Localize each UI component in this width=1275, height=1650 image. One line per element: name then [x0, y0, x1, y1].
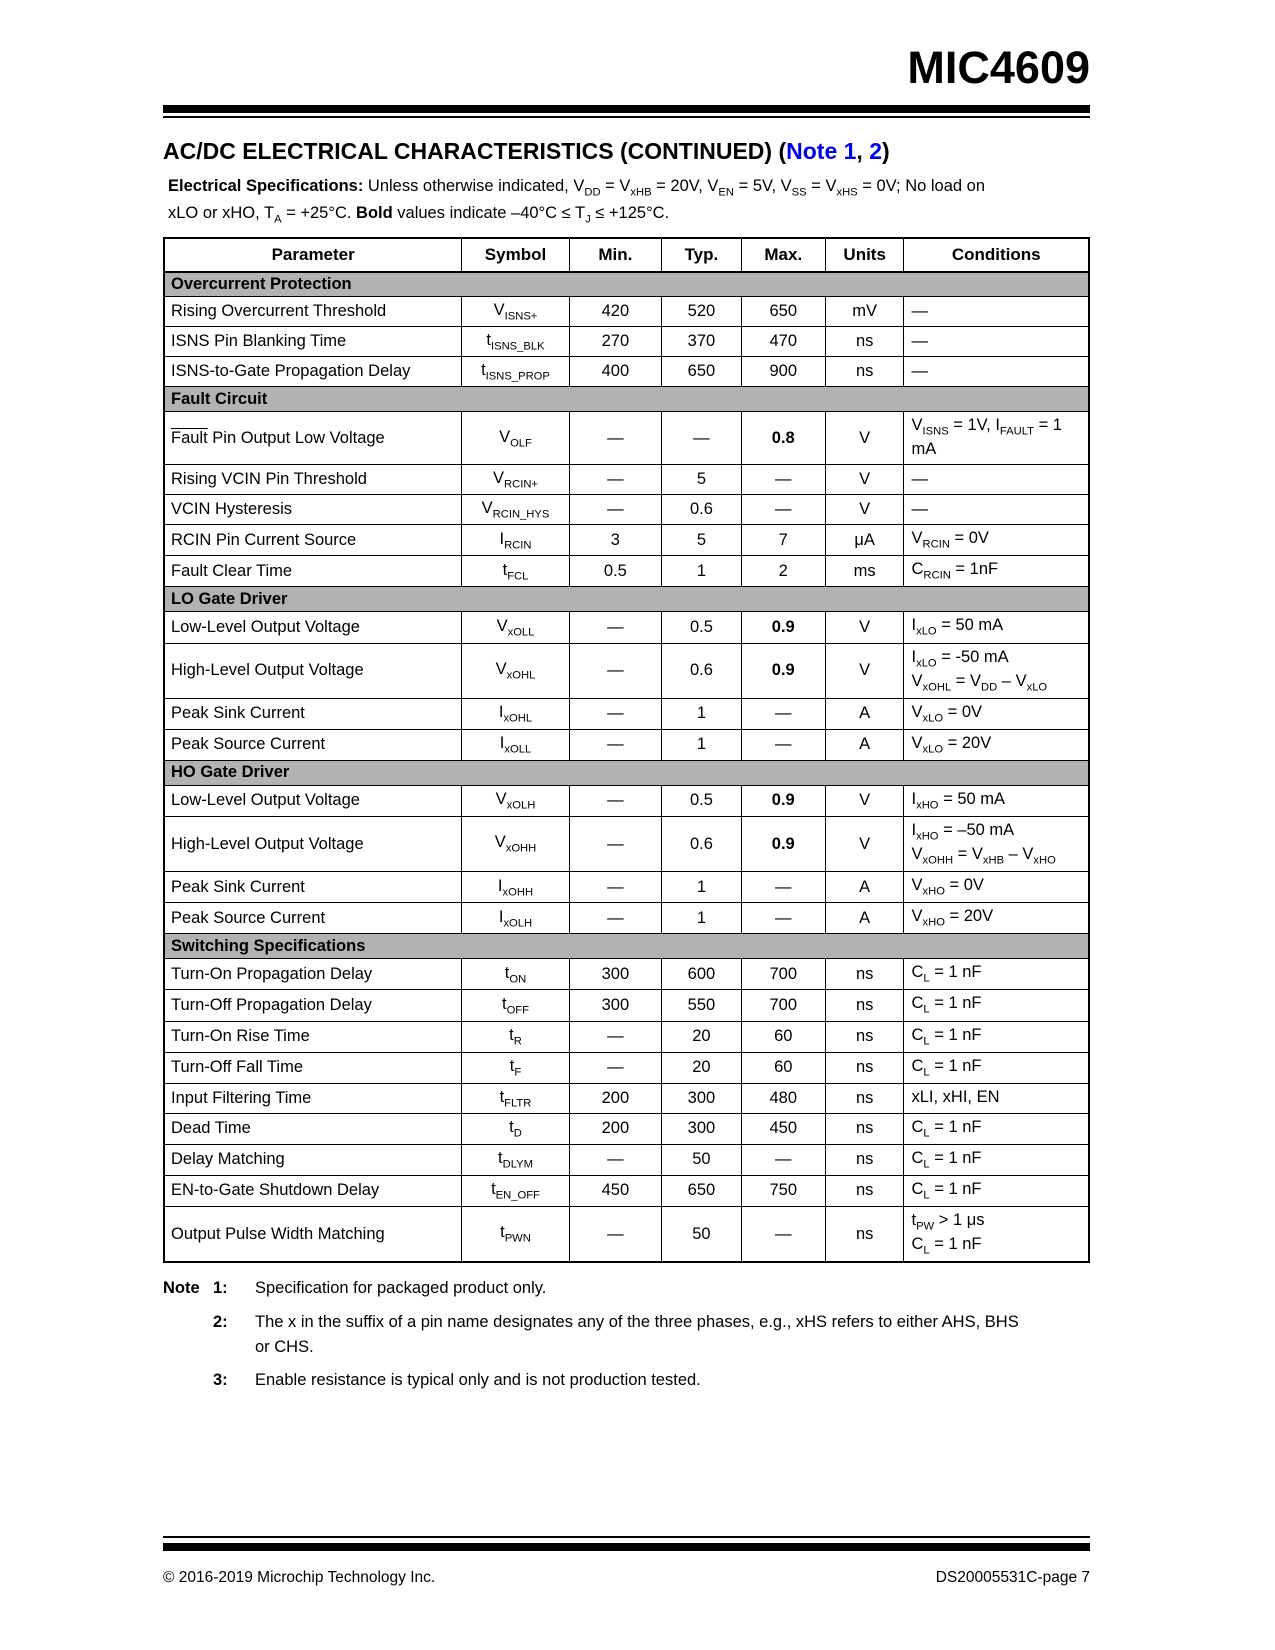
parameter-cell: VCIN Hysteresis [164, 495, 462, 525]
min-cell: — [569, 495, 662, 525]
notes-section [163, 1276, 1090, 1393]
parameter-cell: High-Level Output Voltage [164, 816, 462, 871]
footer-rule-thick [163, 1543, 1090, 1551]
symbol-cell: $I_{xOHH}$ [462, 872, 569, 903]
electrical-characteristics-table [163, 237, 1090, 1263]
table-row [164, 1144, 1089, 1175]
conditions-cell: $C_L = 1$ nF [904, 1175, 1089, 1206]
typ-cell: 0.5 [662, 785, 742, 816]
parameter-cell: Input Filtering Time [164, 1083, 462, 1113]
column-header-symbol: Symbol [462, 238, 569, 272]
min-cell: — [569, 698, 662, 729]
table-row [164, 1175, 1089, 1206]
note-link-separator: , [856, 138, 870, 164]
conditions-cell: $I_{xHO} = -50$ mA $V_{xOHH} = V_{xHB} - V_{xHO}$ [904, 816, 1089, 871]
table-row [164, 643, 1089, 698]
typ-cell: 5 [662, 465, 742, 495]
section-heading-text: AC/DC ELECTRICAL CHARACTERISTICS (CONTINUED) ( [163, 138, 787, 164]
parameter-cell: Turn-Off Fall Time [164, 1052, 462, 1083]
parameter-cell: Fault Clear Time [164, 556, 462, 587]
typ-cell: 50 [662, 1144, 742, 1175]
parameter-cell: Low-Level Output Voltage [164, 785, 462, 816]
conditions-cell: — [904, 465, 1089, 495]
symbol-cell: $V_{RCIN+}$ [462, 465, 569, 495]
max-cell: 900 [741, 357, 825, 387]
table-row [164, 1083, 1089, 1113]
typ-cell: 0.6 [662, 643, 742, 698]
min-cell: — [569, 903, 662, 934]
units-cell: mV [825, 297, 904, 327]
note-1-link[interactable]: Note 1 [786, 138, 857, 164]
parameter-cell: Peak Sink Current [164, 872, 462, 903]
units-cell: ns [825, 1175, 904, 1206]
symbol-cell: $t_{ON}$ [462, 959, 569, 990]
note-item [163, 1276, 1090, 1301]
table-body [164, 272, 1089, 1262]
conditions-cell: $C_L = 1$ nF [904, 959, 1089, 990]
units-cell: ns [825, 1021, 904, 1052]
min-cell: — [569, 412, 662, 465]
conditions-cell: $V_{ISNS} = 1V$, $I_{FAULT} = 1$ mA [904, 412, 1089, 465]
max-cell: 0.8 [741, 412, 825, 465]
units-cell: V [825, 643, 904, 698]
section-heading-close-paren: ) [882, 138, 890, 164]
symbol-cell: $V_{RCIN\_HYS}$ [462, 495, 569, 525]
intro-line-1: Electrical Specifications: Unless otherwise indicated, $V_{DD} = V_{xHB} = 20V$, $V_{EN} = 5V$, $V_{SS} = V_{xHS} = 0V$; No load on [168, 177, 986, 199]
note-text: Specification for packaged product only. [255, 1279, 547, 1298]
parameter-cell: Peak Source Current [164, 729, 462, 760]
conditions-cell: $C_L = 1$ nF [904, 1113, 1089, 1144]
note-2-link[interactable]: 2 [869, 138, 882, 164]
note-number: 3: [213, 1371, 228, 1390]
parameter-cell: Rising VCIN Pin Threshold [164, 465, 462, 495]
typ-cell: 5 [662, 525, 742, 556]
copyright-text: © 2016-2019 Microchip Technology Inc. [163, 1569, 436, 1586]
max-cell: — [741, 729, 825, 760]
conditions-cell: — [904, 495, 1089, 525]
units-cell: V [825, 612, 904, 643]
symbol-cell: $I_{xOLL}$ [462, 729, 569, 760]
units-cell: V [825, 495, 904, 525]
symbol-cell: $t_{OFF}$ [462, 990, 569, 1021]
max-cell: 480 [741, 1083, 825, 1113]
header-rule-thick [163, 105, 1090, 113]
column-header-parameter: Parameter [164, 238, 462, 272]
table-row [164, 525, 1089, 556]
symbol-cell: $t_{PWN}$ [462, 1207, 569, 1263]
table-row [164, 959, 1089, 990]
typ-cell: 300 [662, 1113, 742, 1144]
table-row [164, 357, 1089, 387]
note-text: The x in the suffix of a pin name designates any of the three phases, e.g., xHS refers to either AHS, BHS or CHS. [255, 1312, 1019, 1356]
max-cell: 470 [741, 327, 825, 357]
page-footer [163, 1536, 1090, 1587]
symbol-cell: $V_{xOLL}$ [462, 612, 569, 643]
units-cell: ns [825, 327, 904, 357]
parameter-cell: Turn-On Propagation Delay [164, 959, 462, 990]
units-cell: ns [825, 1113, 904, 1144]
symbol-cell: $I_{xOHL}$ [462, 698, 569, 729]
units-cell: ns [825, 1207, 904, 1263]
units-cell: ns [825, 357, 904, 387]
max-cell: 0.9 [741, 816, 825, 871]
min-cell: 400 [569, 357, 662, 387]
parameter-cell: High-Level Output Voltage [164, 643, 462, 698]
units-cell: ns [825, 1144, 904, 1175]
table-section-header [164, 934, 1089, 959]
column-header-units: Units [825, 238, 904, 272]
parameter-cell: Turn-On Rise Time [164, 1021, 462, 1052]
parameter-cell: Peak Source Current [164, 903, 462, 934]
typ-cell: 1 [662, 556, 742, 587]
conditions-cell: $V_{xHO} = 20V$ [904, 903, 1089, 934]
symbol-cell: $I_{xOLH}$ [462, 903, 569, 934]
parameter-cell: Fault Pin Output Low Voltage [164, 412, 462, 465]
conditions-cell: $V_{xLO} = 20V$ [904, 729, 1089, 760]
typ-cell: 0.5 [662, 612, 742, 643]
symbol-cell: $t_R$ [462, 1021, 569, 1052]
symbol-cell: $V_{ISNS+}$ [462, 297, 569, 327]
note-number: 2: [213, 1312, 228, 1331]
symbol-cell: $t_D$ [462, 1113, 569, 1144]
parameter-cell: EN-to-Gate Shutdown Delay [164, 1175, 462, 1206]
conditions-cell: $C_L = 1$ nF [904, 1144, 1089, 1175]
parameter-cell: RCIN Pin Current Source [164, 525, 462, 556]
conditions-cell: $V_{xHO} = 0V$ [904, 872, 1089, 903]
min-cell: 300 [569, 990, 662, 1021]
note-label: Note [163, 1279, 200, 1298]
conditions-cell: $I_{xLO} = 50$ mA [904, 612, 1089, 643]
conditions-cell: $I_{xLO} = -50$ mA $V_{xOHL} = V_{DD} - V_{xLO}$ [904, 643, 1089, 698]
units-cell: ms [825, 556, 904, 587]
min-cell: — [569, 1207, 662, 1263]
typ-cell: 370 [662, 327, 742, 357]
parameter-cell: Delay Matching [164, 1144, 462, 1175]
typ-cell: 650 [662, 357, 742, 387]
page-number: DS20005531C-page 7 [935, 1569, 1090, 1586]
column-header-typ: Typ. [662, 238, 742, 272]
table-row [164, 612, 1089, 643]
units-cell: μA [825, 525, 904, 556]
symbol-cell: $t_{ISNS\_PROP}$ [462, 357, 569, 387]
symbol-cell: $t_F$ [462, 1052, 569, 1083]
electrical-specs-intro [168, 175, 1090, 227]
max-cell: — [741, 1207, 825, 1263]
symbol-cell: $t_{ISNS\_BLK}$ [462, 327, 569, 357]
typ-cell: 600 [662, 959, 742, 990]
symbol-cell: $t_{FLTR}$ [462, 1083, 569, 1113]
typ-cell: 20 [662, 1021, 742, 1052]
column-header-min: Min. [569, 238, 662, 272]
parameter-cell: ISNS Pin Blanking Time [164, 327, 462, 357]
max-cell: — [741, 1144, 825, 1175]
typ-cell: 1 [662, 903, 742, 934]
note-text: Enable resistance is typical only and is not production tested. [255, 1371, 701, 1390]
conditions-cell: $I_{xHO} = 50$ mA [904, 785, 1089, 816]
section-title: Fault Circuit [164, 387, 1089, 412]
typ-cell: 550 [662, 990, 742, 1021]
note-item [163, 1368, 1090, 1393]
symbol-cell: $V_{xOHL}$ [462, 643, 569, 698]
section-title: Overcurrent Protection [164, 272, 1089, 297]
units-cell: ns [825, 1052, 904, 1083]
table-row [164, 816, 1089, 871]
note-label [163, 1368, 213, 1393]
max-cell: — [741, 872, 825, 903]
max-cell: 750 [741, 1175, 825, 1206]
max-cell: 700 [741, 959, 825, 990]
min-cell: 200 [569, 1083, 662, 1113]
typ-cell: — [662, 412, 742, 465]
min-cell: 420 [569, 297, 662, 327]
header-rule-thin [163, 116, 1090, 118]
column-header-conditions: Conditions [904, 238, 1089, 272]
table-row [164, 465, 1089, 495]
typ-cell: 50 [662, 1207, 742, 1263]
symbol-cell: $V_{OLF}$ [462, 412, 569, 465]
conditions-cell: — [904, 297, 1089, 327]
symbol-cell: $V_{xOLH}$ [462, 785, 569, 816]
page-title: MIC4609 [907, 42, 1090, 93]
max-cell: 0.9 [741, 612, 825, 643]
table-section-header [164, 587, 1089, 612]
note-item [163, 1310, 1090, 1360]
max-cell: 650 [741, 297, 825, 327]
min-cell: — [569, 643, 662, 698]
typ-cell: 1 [662, 872, 742, 903]
units-cell: V [825, 785, 904, 816]
units-cell: ns [825, 990, 904, 1021]
max-cell: — [741, 465, 825, 495]
min-cell: 3 [569, 525, 662, 556]
note-label [163, 1310, 213, 1360]
min-cell: — [569, 729, 662, 760]
units-cell: V [825, 412, 904, 465]
min-cell: — [569, 465, 662, 495]
max-cell: — [741, 903, 825, 934]
table-row [164, 412, 1089, 465]
symbol-cell: $V_{xOHH}$ [462, 816, 569, 871]
typ-cell: 0.6 [662, 816, 742, 871]
conditions-cell: $t_{PW} > 1$ μs $C_L = 1$ nF [904, 1207, 1089, 1263]
conditions-cell: $C_{RCIN} = 1nF$ [904, 556, 1089, 587]
typ-cell: 300 [662, 1083, 742, 1113]
min-cell: — [569, 612, 662, 643]
table-row [164, 556, 1089, 587]
table-row [164, 872, 1089, 903]
min-cell: — [569, 816, 662, 871]
conditions-cell: xLI, xHI, EN [904, 1083, 1089, 1113]
max-cell: 2 [741, 556, 825, 587]
conditions-cell: $V_{RCIN} = 0V$ [904, 525, 1089, 556]
table-header-row [164, 238, 1089, 272]
table-row [164, 327, 1089, 357]
symbol-cell: $t_{EN\_OFF}$ [462, 1175, 569, 1206]
table-row [164, 297, 1089, 327]
parameter-cell: Peak Sink Current [164, 698, 462, 729]
typ-cell: 1 [662, 729, 742, 760]
max-cell: 0.9 [741, 785, 825, 816]
min-cell: 450 [569, 1175, 662, 1206]
symbol-cell: $t_{FCL}$ [462, 556, 569, 587]
units-cell: A [825, 903, 904, 934]
table-row [164, 785, 1089, 816]
section-heading [163, 138, 1090, 164]
parameter-cell: Output Pulse Width Matching [164, 1207, 462, 1263]
table-row [164, 1052, 1089, 1083]
header-divider [163, 105, 1090, 118]
units-cell: V [825, 465, 904, 495]
table-section-header [164, 387, 1089, 412]
typ-cell: 650 [662, 1175, 742, 1206]
table-row [164, 495, 1089, 525]
max-cell: — [741, 698, 825, 729]
max-cell: 60 [741, 1021, 825, 1052]
table-row [164, 990, 1089, 1021]
intro-line-2: xLO or xHO, $T_A = +25^\circ C$. Bold values indicate $-40^\circ C \le T_J \le +125^\circ C$. [168, 203, 670, 225]
parameter-cell: Rising Overcurrent Threshold [164, 297, 462, 327]
min-cell: — [569, 1052, 662, 1083]
conditions-cell: $V_{xLO} = 0V$ [904, 698, 1089, 729]
conditions-cell: $C_L = 1$ nF [904, 1021, 1089, 1052]
table-row [164, 698, 1089, 729]
min-cell: 270 [569, 327, 662, 357]
typ-cell: 0.6 [662, 495, 742, 525]
symbol-cell: $t_{DLYM}$ [462, 1144, 569, 1175]
table-row [164, 729, 1089, 760]
conditions-cell: $C_L = 1$ nF [904, 1052, 1089, 1083]
min-cell: — [569, 1144, 662, 1175]
min-cell: 300 [569, 959, 662, 990]
table-row [164, 1021, 1089, 1052]
min-cell: 200 [569, 1113, 662, 1144]
units-cell: V [825, 816, 904, 871]
parameter-cell: ISNS-to-Gate Propagation Delay [164, 357, 462, 387]
conditions-cell: — [904, 357, 1089, 387]
min-cell: 0.5 [569, 556, 662, 587]
max-cell: 0.9 [741, 643, 825, 698]
table-section-header [164, 272, 1089, 297]
typ-cell: 1 [662, 698, 742, 729]
section-title: LO Gate Driver [164, 587, 1089, 612]
max-cell: 450 [741, 1113, 825, 1144]
parameter-cell: Dead Time [164, 1113, 462, 1144]
units-cell: A [825, 698, 904, 729]
units-cell: ns [825, 1083, 904, 1113]
parameter-cell: Low-Level Output Voltage [164, 612, 462, 643]
max-cell: 60 [741, 1052, 825, 1083]
max-cell: 700 [741, 990, 825, 1021]
max-cell: — [741, 495, 825, 525]
min-cell: — [569, 872, 662, 903]
typ-cell: 20 [662, 1052, 742, 1083]
conditions-cell: — [904, 327, 1089, 357]
parameter-cell: Turn-Off Propagation Delay [164, 990, 462, 1021]
note-number: 1: [213, 1279, 228, 1298]
table-section-header [164, 760, 1089, 785]
page-content [163, 0, 1090, 1393]
section-title: HO Gate Driver [164, 760, 1089, 785]
conditions-cell: $C_L = 1$ nF [904, 990, 1089, 1021]
column-header-max: Max. [741, 238, 825, 272]
min-cell: — [569, 785, 662, 816]
min-cell: — [569, 1021, 662, 1052]
section-title: Switching Specifications [164, 934, 1089, 959]
table-row [164, 903, 1089, 934]
table-row [164, 1113, 1089, 1144]
table-row [164, 1207, 1089, 1263]
units-cell: ns [825, 959, 904, 990]
max-cell: 7 [741, 525, 825, 556]
typ-cell: 520 [662, 297, 742, 327]
units-cell: A [825, 729, 904, 760]
symbol-cell: $I_{RCIN}$ [462, 525, 569, 556]
units-cell: A [825, 872, 904, 903]
footer-rule-thin [163, 1536, 1090, 1538]
